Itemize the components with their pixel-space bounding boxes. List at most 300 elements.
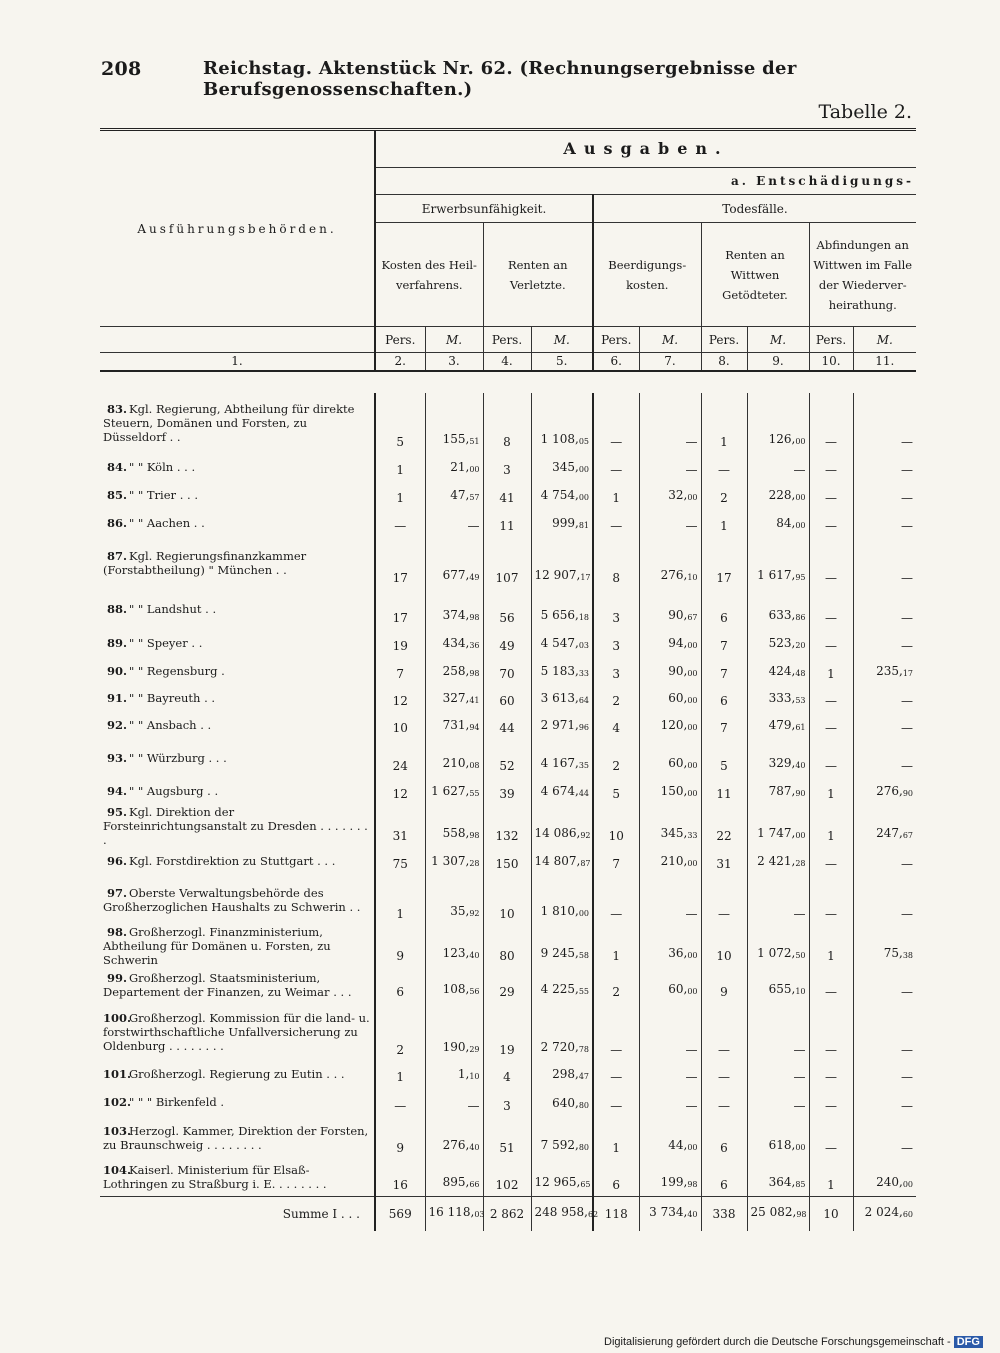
cell: 276,90 <box>853 777 916 805</box>
cell: 327,41 <box>425 685 483 712</box>
cell: 60,00 <box>639 967 701 1003</box>
cell: — <box>425 509 483 537</box>
cell: 1 <box>809 805 853 847</box>
table-row <box>100 453 916 481</box>
cell: 5 <box>593 777 639 805</box>
unit-header: M. <box>639 327 701 353</box>
sum-cell: 2 024,60 <box>853 1197 916 1231</box>
column-number: 1. <box>231 354 243 369</box>
cell: 247,67 <box>853 805 916 847</box>
cell: 2 421,28 <box>747 847 809 875</box>
row-number: 84. <box>106 459 127 474</box>
dfg-logo: DFG <box>954 1336 983 1348</box>
cell: 8 <box>593 537 639 589</box>
cell: — <box>639 453 701 481</box>
cell: 120,00 <box>639 712 701 739</box>
column-number: 11. <box>853 353 916 371</box>
cell: 7 <box>701 657 747 685</box>
cell: 9 245,58 <box>531 925 593 967</box>
table-row <box>100 805 916 847</box>
cell: — <box>853 481 916 509</box>
cell: — <box>809 1003 853 1061</box>
column-number: 6. <box>593 353 639 371</box>
column-number: 9. <box>747 353 809 371</box>
cell: 999,81 <box>531 509 593 537</box>
cell: 7 592,80 <box>531 1117 593 1159</box>
cell: 5 <box>375 393 425 453</box>
row-authority: Oberste Verwaltungsbehörde des Großherzoglichen Haushalts zu Schwerin . . <box>103 885 361 914</box>
row-authority: " " Köln . . . <box>129 459 196 474</box>
cell: 60,00 <box>639 739 701 777</box>
cell: 102 <box>483 1159 531 1197</box>
sum-cell: 3 734,40 <box>639 1197 701 1231</box>
cell: — <box>639 875 701 925</box>
cell: 5 183,33 <box>531 657 593 685</box>
footer-credit <box>604 1336 983 1348</box>
unit-header: Pers. <box>375 327 425 353</box>
cell: 16 <box>375 1159 425 1197</box>
cell: — <box>809 393 853 453</box>
table-row <box>100 1003 916 1061</box>
data-rows <box>100 393 916 1197</box>
cell: 276,40 <box>425 1117 483 1159</box>
cell: 190,29 <box>425 1003 483 1061</box>
todes-header: Todesfälle. <box>593 195 916 223</box>
cell: 4 674,44 <box>531 777 593 805</box>
cell: 44,00 <box>639 1117 701 1159</box>
column-number: 5. <box>531 353 593 371</box>
sum-cell: 118 <box>593 1197 639 1231</box>
row-number: 96. <box>106 853 127 868</box>
cell: 75 <box>375 847 425 875</box>
row-label <box>100 925 375 967</box>
cell: 6 <box>701 1117 747 1159</box>
cell: 12 <box>375 685 425 712</box>
cell: 2 <box>593 739 639 777</box>
row-authority: " " " Birkenfeld . <box>129 1095 225 1109</box>
cell: — <box>809 1088 853 1117</box>
row-label <box>100 739 375 777</box>
cell: 1 <box>701 509 747 537</box>
page-number: 208 <box>101 58 142 80</box>
subgroup-header: a. Entschädigungs- <box>375 168 916 195</box>
cell: — <box>593 1088 639 1117</box>
cell: 12 965,65 <box>531 1159 593 1197</box>
row-label <box>100 847 375 875</box>
cell: 90,67 <box>639 589 701 629</box>
cell: — <box>853 509 916 537</box>
cell: — <box>593 1003 639 1061</box>
column-number: 10. <box>809 353 853 371</box>
cell: 9 <box>375 925 425 967</box>
erwerb-header: Erwerbsunfähigkeit. <box>375 195 593 223</box>
cell: 108,56 <box>425 967 483 1003</box>
cell: 1 <box>593 1117 639 1159</box>
sub-header: Abfindungen an Wittwen im Falle der Wiederver- heirathung. <box>809 223 916 327</box>
cell: 132 <box>483 805 531 847</box>
cell: — <box>809 712 853 739</box>
cell: — <box>853 453 916 481</box>
row-authority: " " Aachen . . <box>129 515 205 530</box>
table-row <box>100 925 916 967</box>
expenditure-table <box>100 128 916 1231</box>
row-authority: " " Speyer . . <box>129 635 203 650</box>
cell: — <box>747 1088 809 1117</box>
cell: 2 <box>593 967 639 1003</box>
row-authority: " " Landshut . . <box>129 601 217 616</box>
cell: 787,90 <box>747 777 809 805</box>
sum-cell: 248 958,62 <box>531 1197 593 1231</box>
cell: 47,57 <box>425 481 483 509</box>
cell: — <box>809 847 853 875</box>
row-authority: Kgl. Regierung, Abtheilung für direkte Steuern, Domänen und Forsten, zu Düsseldorf . . <box>103 401 355 444</box>
unit-header: Pers. <box>593 327 639 353</box>
cell: 258,98 <box>425 657 483 685</box>
row-number: 93. <box>106 750 127 765</box>
group-header: Ausgaben. <box>375 130 916 168</box>
row-authority: " " Würzburg . . . <box>129 750 227 765</box>
cell: 345,33 <box>639 805 701 847</box>
column-number: 8. <box>701 353 747 371</box>
cell: 1 <box>809 657 853 685</box>
sum-cell: 2 862 <box>483 1197 531 1231</box>
cell: — <box>853 1061 916 1088</box>
table-row <box>100 967 916 1003</box>
row-authority: " " Augsburg . . <box>129 783 219 798</box>
cell: 6 <box>593 1159 639 1197</box>
cell: 123,40 <box>425 925 483 967</box>
cell: 10 <box>375 712 425 739</box>
cell: — <box>809 739 853 777</box>
cell: 1 <box>593 481 639 509</box>
row-label <box>100 805 375 847</box>
cell: 11 <box>701 777 747 805</box>
cell: — <box>853 875 916 925</box>
row-label <box>100 509 375 537</box>
table-row <box>100 875 916 925</box>
unit-header: Pers. <box>701 327 747 353</box>
cell: 19 <box>483 1003 531 1061</box>
sum-cell: 16 118,03 <box>425 1197 483 1231</box>
cell: 35,92 <box>425 875 483 925</box>
cell: 5 <box>701 739 747 777</box>
column-number: 3. <box>425 353 483 371</box>
col1-header: Ausführungsbehörden. <box>100 130 375 327</box>
cell: 51 <box>483 1117 531 1159</box>
cell: 12 907,17 <box>531 537 593 589</box>
cell: 1 747,00 <box>747 805 809 847</box>
cell: — <box>853 393 916 453</box>
sum-cell: 25 082,98 <box>747 1197 809 1231</box>
cell: 4 167,35 <box>531 739 593 777</box>
row-authority: Kgl. Regierungsfinanzkammer (Forstabtheilung) " München . . <box>103 548 307 577</box>
cell: 70 <box>483 657 531 685</box>
cell: — <box>809 589 853 629</box>
cell: 7 <box>701 629 747 657</box>
cell: — <box>639 1061 701 1088</box>
cell: 3 <box>593 657 639 685</box>
cell: 4 <box>593 712 639 739</box>
cell: — <box>809 509 853 537</box>
table-row <box>100 847 916 875</box>
cell: 3 <box>483 1088 531 1117</box>
cell: 56 <box>483 589 531 629</box>
cell: — <box>853 1003 916 1061</box>
sum-row <box>100 1197 916 1231</box>
cell: — <box>375 1088 425 1117</box>
cell: 655,10 <box>747 967 809 1003</box>
row-label <box>100 1061 375 1088</box>
row-number: 86. <box>106 515 127 530</box>
unit-header: M. <box>425 327 483 353</box>
table-row <box>100 1159 916 1197</box>
cell: 235,17 <box>853 657 916 685</box>
row-authority: Großherzogl. Finanzministerium, Abtheilung für Domänen u. Forsten, zu Schwerin <box>103 924 331 967</box>
cell: 329,40 <box>747 739 809 777</box>
table-row <box>100 657 916 685</box>
cell: — <box>809 453 853 481</box>
cell: 1 <box>701 393 747 453</box>
table-row <box>100 481 916 509</box>
cell: 17 <box>701 537 747 589</box>
cell: 84,00 <box>747 509 809 537</box>
cell: 10 <box>701 925 747 967</box>
unit-spacer <box>100 327 375 353</box>
cell: — <box>809 967 853 1003</box>
row-number: 94. <box>106 783 127 798</box>
cell: — <box>853 967 916 1003</box>
cell: 4 547,03 <box>531 629 593 657</box>
table-row <box>100 685 916 712</box>
cell: 36,00 <box>639 925 701 967</box>
cell: 479,61 <box>747 712 809 739</box>
cell: — <box>593 509 639 537</box>
unit-header: M. <box>531 327 593 353</box>
column-number: 2. <box>375 353 425 371</box>
row-authority: " " Bayreuth . . <box>129 691 216 705</box>
cell: — <box>809 875 853 925</box>
cell: — <box>853 712 916 739</box>
row-number: 98. <box>106 924 127 939</box>
cell: 523,20 <box>747 629 809 657</box>
cell: — <box>701 875 747 925</box>
cell: 31 <box>701 847 747 875</box>
row-label <box>100 537 375 589</box>
table-row <box>100 739 916 777</box>
row-number: 85. <box>106 487 127 502</box>
cell: 75,38 <box>853 925 916 967</box>
cell: 7 <box>593 847 639 875</box>
table-row <box>100 589 916 629</box>
row-authority: Herzogl. Kammer, Direktion der Forsten, zu Braunschweig . . . . . . . . <box>103 1123 369 1152</box>
table-row <box>100 1061 916 1088</box>
cell: 618,00 <box>747 1117 809 1159</box>
cell: — <box>747 1003 809 1061</box>
cell: 17 <box>375 537 425 589</box>
cell: 9 <box>701 967 747 1003</box>
cell: 41 <box>483 481 531 509</box>
cell: 1 <box>809 925 853 967</box>
cell: 1 108,05 <box>531 393 593 453</box>
table-row <box>100 537 916 589</box>
column-number: 7. <box>639 353 701 371</box>
row-number: 103. <box>103 1123 132 1138</box>
sum-cell: 338 <box>701 1197 747 1231</box>
cell: — <box>747 1061 809 1088</box>
cell: 17 <box>375 589 425 629</box>
cell: 6 <box>701 589 747 629</box>
cell: — <box>809 685 853 712</box>
cell: — <box>701 1003 747 1061</box>
cell: 21,00 <box>425 453 483 481</box>
cell: 374,98 <box>425 589 483 629</box>
cell: — <box>853 589 916 629</box>
row-authority: Kgl. Forstdirektion zu Stuttgart . . . <box>129 853 336 868</box>
cell: 364,85 <box>747 1159 809 1197</box>
cell: 633,86 <box>747 589 809 629</box>
cell: 731,94 <box>425 712 483 739</box>
cell: 22 <box>701 805 747 847</box>
row-label <box>100 629 375 657</box>
cell: 60,00 <box>639 685 701 712</box>
cell: — <box>639 509 701 537</box>
row-number: 83. <box>106 401 127 416</box>
row-number: 104. <box>103 1163 132 1178</box>
cell: — <box>593 393 639 453</box>
cell: 4 <box>483 1061 531 1088</box>
row-number: 88. <box>106 601 127 616</box>
row-label <box>100 967 375 1003</box>
cell: 49 <box>483 629 531 657</box>
cell: — <box>701 453 747 481</box>
cell: 14 807,87 <box>531 847 593 875</box>
cell: 44 <box>483 712 531 739</box>
cell: 3 <box>483 453 531 481</box>
row-label <box>100 481 375 509</box>
cell: 210,08 <box>425 739 483 777</box>
table-label: Tabelle 2. <box>818 101 912 123</box>
spacer-row <box>100 371 916 393</box>
cell: 32,00 <box>639 481 701 509</box>
cell: — <box>747 875 809 925</box>
unit-header: M. <box>853 327 916 353</box>
cell: 6 <box>701 685 747 712</box>
table-row <box>100 1117 916 1159</box>
row-label <box>100 1003 375 1061</box>
row-authority: " " Regensburg . <box>129 663 225 678</box>
table-row <box>100 777 916 805</box>
row-label <box>100 657 375 685</box>
cell: 80 <box>483 925 531 967</box>
cell: 1 <box>375 453 425 481</box>
cell: — <box>853 739 916 777</box>
cell: — <box>747 453 809 481</box>
row-number: 101. <box>103 1067 132 1081</box>
table-row <box>100 509 916 537</box>
row-authority: " " Trier . . . <box>129 487 198 502</box>
cell: — <box>809 1061 853 1088</box>
row-label <box>100 1088 375 1117</box>
unit-header: M. <box>747 327 809 353</box>
cell: 1 072,50 <box>747 925 809 967</box>
cell: 677,49 <box>425 537 483 589</box>
cell: 345,00 <box>531 453 593 481</box>
cell: 7 <box>701 712 747 739</box>
cell: 11 <box>483 509 531 537</box>
cell: 1 617,95 <box>747 537 809 589</box>
cell: 19 <box>375 629 425 657</box>
row-label <box>100 393 375 453</box>
cell: 1 <box>809 777 853 805</box>
cell: 24 <box>375 739 425 777</box>
row-authority: Großherzogl. Staatsministerium, Departement der Finanzen, zu Weimar . . . <box>103 970 352 999</box>
cell: 199,98 <box>639 1159 701 1197</box>
cell: 2 <box>375 1003 425 1061</box>
cell: 150,00 <box>639 777 701 805</box>
cell: 9 <box>375 1117 425 1159</box>
row-authority: Kgl. Direktion der Forsteinrichtungsanstalt zu Dresden . . . . . . . . <box>103 804 368 847</box>
cell: 39 <box>483 777 531 805</box>
cell: — <box>853 629 916 657</box>
cell: 895,66 <box>425 1159 483 1197</box>
cell: 90,00 <box>639 657 701 685</box>
cell: 1 <box>375 1061 425 1088</box>
row-label <box>100 685 375 712</box>
unit-header: Pers. <box>483 327 531 353</box>
cell: 8 <box>483 393 531 453</box>
row-label <box>100 875 375 925</box>
row-authority: Großherzogl. Kommission für die land- u. forstwirthschaftliche Unfallversicherung zu Oldenburg . . . . . . . . <box>103 1010 370 1053</box>
cell: 640,80 <box>531 1088 593 1117</box>
unit-header: Pers. <box>809 327 853 353</box>
cell: — <box>425 1088 483 1117</box>
cell: 1,10 <box>425 1061 483 1088</box>
row-authority: Kaiserl. Ministerium für Elsaß-Lothringen zu Straßburg i. E. . . . . . . . <box>103 1163 327 1192</box>
row-label <box>100 453 375 481</box>
sub-header: Beerdigungs- kosten. <box>593 223 701 327</box>
row-label <box>100 589 375 629</box>
cell: 2 <box>593 685 639 712</box>
row-number: 97. <box>106 885 127 900</box>
row-number: 99. <box>106 970 127 985</box>
cell: — <box>809 1117 853 1159</box>
cell: — <box>853 1117 916 1159</box>
row-label <box>100 777 375 805</box>
cell: 10 <box>483 875 531 925</box>
table-row <box>100 629 916 657</box>
cell: 3 613,64 <box>531 685 593 712</box>
cell: — <box>701 1088 747 1117</box>
row-number: 91. <box>106 691 127 705</box>
cell: 276,10 <box>639 537 701 589</box>
cell: 558,98 <box>425 805 483 847</box>
cell: 126,00 <box>747 393 809 453</box>
cell: — <box>809 537 853 589</box>
cell: 14 086,92 <box>531 805 593 847</box>
cell: 333,53 <box>747 685 809 712</box>
cell: 52 <box>483 739 531 777</box>
cell: 298,47 <box>531 1061 593 1088</box>
sum-cell: 10 <box>809 1197 853 1231</box>
cell: 1 <box>809 1159 853 1197</box>
cell: 3 <box>593 629 639 657</box>
cell: — <box>701 1061 747 1088</box>
row-authority: " " Ansbach . . <box>129 718 212 732</box>
cell: — <box>639 393 701 453</box>
cell: 31 <box>375 805 425 847</box>
cell: 155,51 <box>425 393 483 453</box>
row-label <box>100 1159 375 1197</box>
